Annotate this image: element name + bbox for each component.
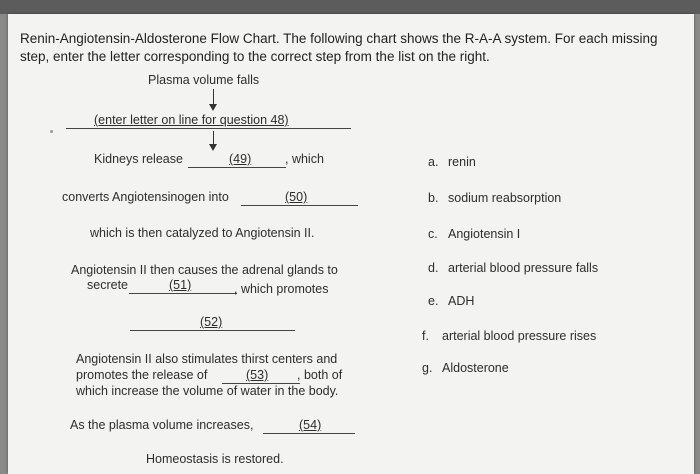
- answer-line-49: [188, 167, 286, 168]
- option-g: [422, 361, 509, 375]
- instructions-header: Renin-Angiotensin-Aldosterone Flow Chart. The following chart shows the R-A-A system. For each missing step, enter the letter corresponding to the correct step from the list on the right.: [20, 31, 658, 64]
- option-b-letter: b.: [428, 191, 439, 205]
- catalyzed-text: which is then catalyzed to Angiotensin II.: [90, 226, 315, 240]
- option-g-text: Aldosterone: [442, 361, 509, 375]
- question-50-label[interactable]: (50): [285, 190, 308, 204]
- option-b: [428, 191, 561, 205]
- answer-line-50: [241, 205, 358, 206]
- worksheet-page: [8, 14, 694, 474]
- option-c-text: Angiotensin I: [448, 227, 521, 241]
- secrete-text: secrete: [87, 278, 128, 292]
- option-e: [428, 294, 474, 308]
- answer-line-51: [129, 293, 237, 294]
- question-51-label[interactable]: (51): [169, 278, 192, 292]
- option-f: [422, 329, 596, 343]
- which-promotes-text: , which promotes: [234, 282, 329, 296]
- option-d: [428, 261, 598, 275]
- question-54-label[interactable]: (54): [299, 418, 322, 432]
- scan-speck: [50, 130, 53, 133]
- arrow-down-1-head: [209, 104, 217, 111]
- window-top-bar: [0, 0, 700, 14]
- answer-line-54: [263, 433, 355, 434]
- answer-line-48: [66, 128, 351, 129]
- thirst-text-line3: which increase the volume of water in the body.: [76, 384, 339, 398]
- option-f-letter: f.: [422, 329, 429, 343]
- converts-text: converts Angiotensinogen into: [62, 190, 229, 204]
- question-53-label[interactable]: (53): [246, 368, 269, 382]
- both-of-text: , both of: [297, 368, 343, 382]
- question-52-label[interactable]: (52): [200, 315, 223, 329]
- option-d-text: arterial blood pressure falls: [448, 261, 599, 275]
- homeostasis-text: Homeostasis is restored.: [146, 452, 284, 466]
- arrow-down-2: [213, 131, 214, 145]
- option-e-text: ADH: [448, 294, 475, 308]
- option-g-letter: g.: [422, 361, 433, 375]
- thirst-text-line1: Angiotensin II also stimulates thirst centers and: [76, 352, 338, 366]
- question-48-label[interactable]: (enter letter on line for question 48): [94, 113, 289, 127]
- option-d-letter: d.: [428, 261, 439, 275]
- option-a-letter: a.: [428, 155, 439, 169]
- option-c-letter: c.: [428, 227, 438, 241]
- arrow-down-2-head: [209, 144, 217, 151]
- option-e-letter: e.: [428, 294, 439, 308]
- option-f-text: arterial blood pressure rises: [442, 329, 597, 343]
- adrenal-text: Angiotensin II then causes the adrenal glands to: [71, 263, 338, 277]
- answer-line-52: [130, 330, 295, 331]
- option-a-text: renin: [448, 155, 476, 169]
- question-49-label[interactable]: (49): [229, 152, 252, 166]
- kidneys-release-text: Kidneys release: [94, 152, 183, 166]
- flow-start-text: Plasma volume falls: [148, 73, 260, 87]
- option-b-text: sodium reabsorption: [448, 191, 562, 205]
- thirst-text-line2: promotes the release of: [76, 368, 208, 382]
- plasma-increases-text: As the plasma volume increases,: [70, 418, 254, 432]
- option-c: [428, 227, 520, 241]
- option-a: [428, 155, 476, 169]
- kidneys-which-text: , which: [285, 152, 324, 166]
